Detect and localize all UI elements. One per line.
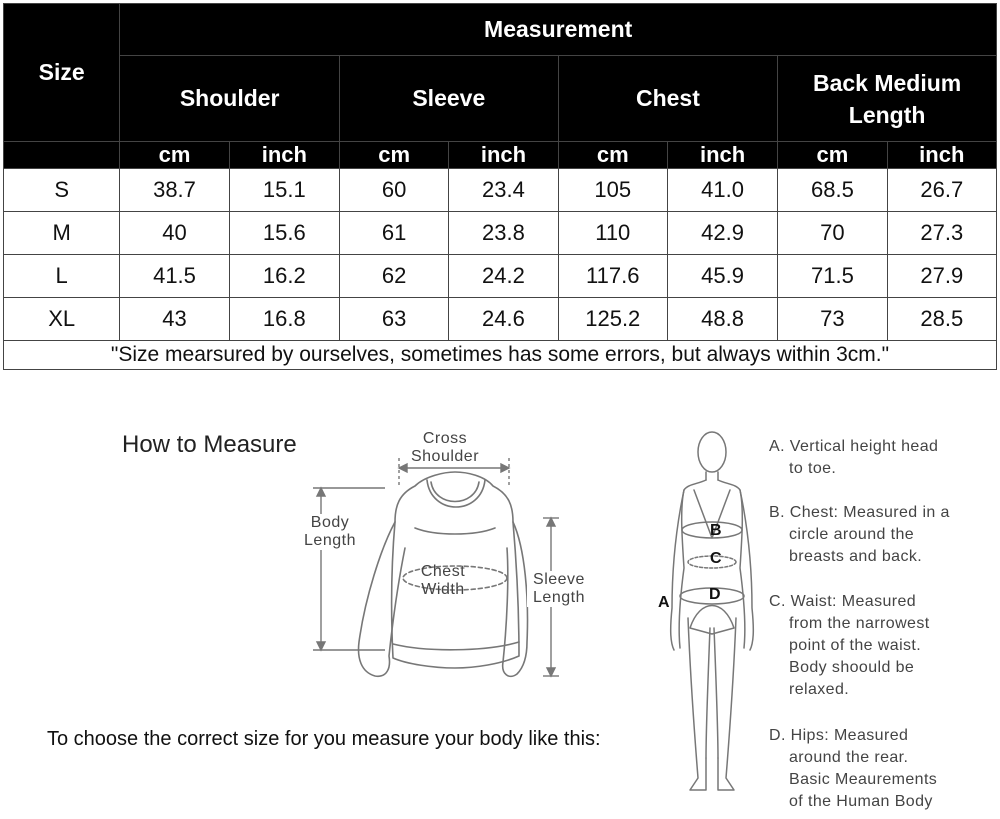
- unit-cm: cm: [558, 142, 667, 169]
- table-row: [4, 212, 997, 255]
- human-figure-diagram: [660, 428, 760, 800]
- sleeve-length-label: Sleeve Length: [527, 571, 591, 607]
- table-row: [4, 255, 997, 298]
- value-cell: 27.9: [887, 255, 996, 298]
- value-cell: 117.6: [558, 255, 667, 298]
- value-cell: 27.3: [887, 212, 996, 255]
- size-chart-table: [3, 3, 997, 370]
- value-cell: 24.2: [449, 255, 558, 298]
- value-cell: 63: [339, 298, 448, 341]
- table-row: [4, 298, 997, 341]
- value-cell: 15.1: [229, 169, 339, 212]
- size-cell: L: [4, 255, 120, 298]
- value-cell: 68.5: [778, 169, 887, 212]
- note-b: B. Chest: Measured in a circle around the breasts and back.: [769, 504, 950, 565]
- value-cell: 43: [120, 298, 229, 341]
- note-d: D. Hips: Measured around the rear. Basic Meaurements of the Human Body: [769, 727, 938, 810]
- unit-inch: inch: [887, 142, 996, 169]
- measurement-header: Measurement: [120, 4, 997, 56]
- value-cell: 15.6: [229, 212, 339, 255]
- sweater-left-sleeve: [359, 522, 405, 676]
- value-cell: 28.5: [887, 298, 996, 341]
- value-cell: 48.8: [667, 298, 777, 341]
- size-header: Size: [4, 4, 120, 142]
- shoulder-header: Shoulder: [120, 56, 340, 142]
- value-cell: 61: [339, 212, 448, 255]
- value-cell: 16.8: [229, 298, 339, 341]
- value-cell: 125.2: [558, 298, 667, 341]
- sweater-diagram: [295, 428, 615, 690]
- table-row: [4, 169, 997, 212]
- value-cell: 110: [558, 212, 667, 255]
- chest-header: Chest: [558, 56, 778, 142]
- figure-letter-c: C: [710, 550, 722, 567]
- value-cell: 16.2: [229, 255, 339, 298]
- value-cell: 70: [778, 212, 887, 255]
- sweater-collar: [431, 482, 479, 502]
- figure-letter-b: B: [710, 522, 722, 539]
- value-cell: 23.4: [449, 169, 558, 212]
- body-length-label: Body Length: [298, 514, 362, 550]
- value-cell: 60: [339, 169, 448, 212]
- value-cell: 105: [558, 169, 667, 212]
- chest-width-label: Chest Width: [420, 563, 466, 598]
- value-cell: 38.7: [120, 169, 229, 212]
- size-cell: S: [4, 169, 120, 212]
- unit-inch: inch: [229, 142, 339, 169]
- value-cell: 42.9: [667, 212, 777, 255]
- value-cell: 41.5: [120, 255, 229, 298]
- unit-corner: [4, 142, 120, 169]
- instruction-text: To choose the correct size for you measure your body like this:: [47, 728, 601, 750]
- unit-inch: inch: [667, 142, 777, 169]
- unit-cm: cm: [120, 142, 229, 169]
- value-cell: 41.0: [667, 169, 777, 212]
- unit-cm: cm: [778, 142, 887, 169]
- value-cell: 62: [339, 255, 448, 298]
- value-cell: 71.5: [778, 255, 887, 298]
- note-c: C. Waist: Measured from the narrowest point of the waist. Body shoould be relaxed.: [769, 593, 930, 698]
- size-cell: XL: [4, 298, 120, 341]
- unit-inch: inch: [449, 142, 558, 169]
- back-length-header: Back Medium Length: [778, 56, 997, 142]
- measurement-note: "Size mearsured by ourselves, sometimes has some errors, but always within 3cm.": [4, 341, 997, 370]
- note-a: A. Vertical height head to toe.: [769, 438, 939, 477]
- value-cell: 24.6: [449, 298, 558, 341]
- value-cell: 23.8: [449, 212, 558, 255]
- figure-letter-a: A: [658, 594, 670, 611]
- value-cell: 45.9: [667, 255, 777, 298]
- sleeve-header: Sleeve: [339, 56, 558, 142]
- value-cell: 40: [120, 212, 229, 255]
- size-cell: M: [4, 212, 120, 255]
- value-cell: 73: [778, 298, 887, 341]
- cross-shoulder-label: Cross Shoulder: [410, 430, 480, 465]
- unit-cm: cm: [339, 142, 448, 169]
- figure-letter-d: D: [709, 586, 721, 603]
- value-cell: 26.7: [887, 169, 996, 212]
- how-to-measure-title: How to Measure: [122, 431, 297, 458]
